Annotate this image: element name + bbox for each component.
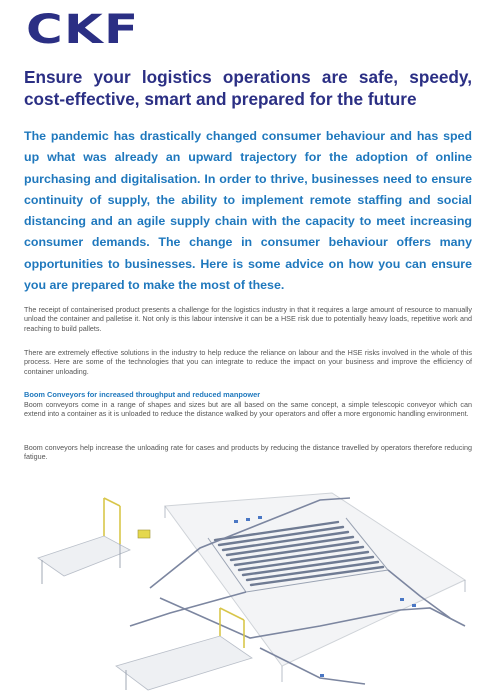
section-paragraph-1: Boom conveyors come in a range of shapes and sizes but are all based on the same concept, a simple telescopic conveyor which can extend into a container as it is unloaded to reduce the distance walked by your operators and offer a more ergonomic handling environment. (24, 400, 472, 419)
page-headline: Ensure your logistics operations are safe, speedy, cost-effective, smart and prepared for the future (24, 67, 472, 109)
boom-conveyor-bottom (116, 608, 252, 690)
boom-conveyor-left (38, 498, 150, 584)
ckf-logo: CKF (26, 7, 140, 53)
conveyor-system-illustration (20, 488, 470, 693)
section-paragraph-2: Boom conveyors help increase the unloading rate for cases and products by reducing the distance travelled by operators therefore reducing fatigue. (24, 443, 472, 462)
body-paragraph-2: There are extremely effective solutions in the industry to help reduce the reliance on labour and the HSE risks involved in the whole of this process. Here are some of the technologies that you can integrate to reduce the impact on your business and improve the efficiency of container unloading. (24, 348, 472, 376)
section-heading: Boom Conveyors for increased throughput and reduced manpower (24, 390, 261, 399)
body-paragraph-1: The receipt of containerised product presents a challenge for the logistics industry in that it requires a large amount of resource to manually unload the container and palletise it. Not only is this labour intensive it can be a HSE risk due to potentially heavy loads, repetitive work and reaching to build pallets. (24, 305, 472, 333)
intro-paragraph: The pandemic has drastically changed consumer behaviour and has sped up what was already an upward trajectory for the adoption of online purchasing and digitalisation. In order to thrive, businesses need to ensure continuity of supply, the ability to implement remote staffing and social distancing and an agile supply chain with the capacity to meet increasing consumer demands. The change in consumer behaviour offers many opportunities to businesses. Here is some advice on how you can ensure you are prepared to make the most of these. (24, 129, 472, 293)
